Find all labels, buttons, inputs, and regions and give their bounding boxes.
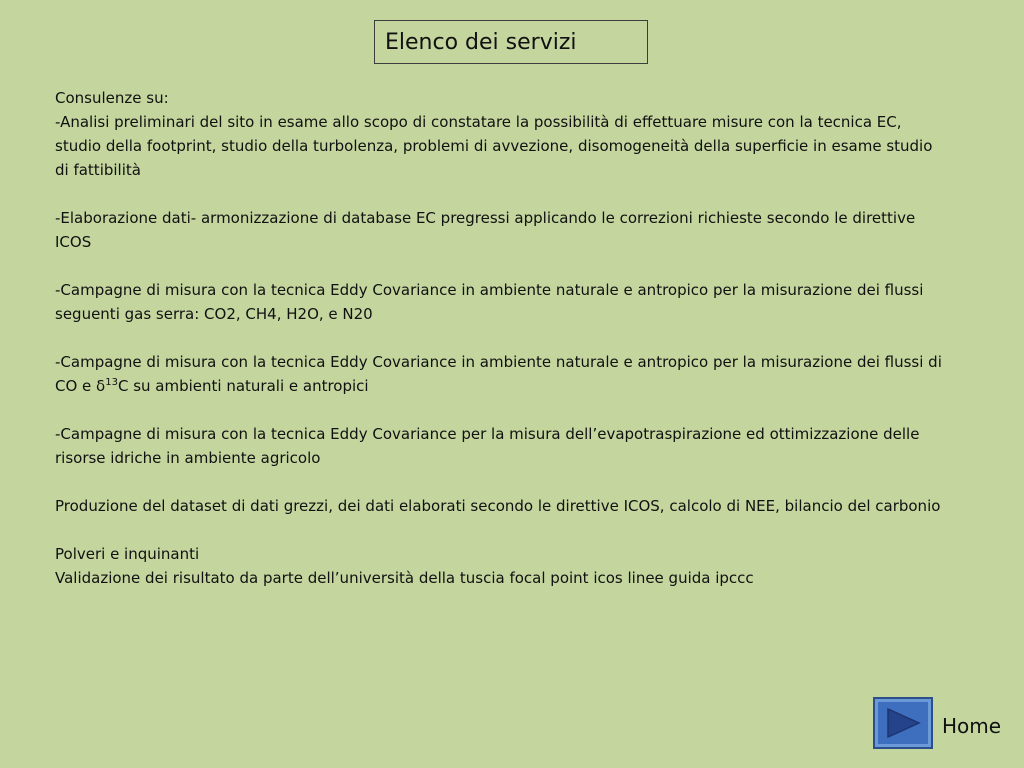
produzione-item: Produzione del dataset di dati grezzi, dei dati elaborati secondo le direttive ICOS, calcolo di NEE, bilancio del carbonio: [55, 497, 941, 515]
campagne-co-item: [55, 350, 950, 398]
slide-title: Elenco dei servizi: [374, 20, 648, 64]
elaborazione-item: -Elaborazione dati- armonizzazione di database EC pregressi applicando le correzioni richieste secondo le direttive ICOS: [55, 209, 916, 251]
play-triangle-icon: [883, 706, 923, 740]
campagne-gas-item: -Campagne di misura con la tecnica Eddy Covariance in ambiente naturale e antropico per la misurazione dei flussi seguenti gas serra: CO2, CH4, H2O, e N20: [55, 281, 924, 323]
campagne-co-text-end: C su ambienti naturali e antropici: [117, 377, 369, 395]
consulenze-block: [55, 86, 950, 182]
consulenze-heading: Consulenze su:: [55, 89, 169, 107]
campagne-evapo-item: -Campagne di misura con la tecnica Eddy Covariance per la misura dell’evapotraspirazione ed ottimizzazione delle risorse idriche in ambiente agricolo: [55, 425, 920, 467]
validazione-item: Validazione dei risultato da parte dell’università della tuscia focal point icos linee guida ipccc: [55, 569, 754, 587]
services-list: [55, 86, 950, 590]
home-link[interactable]: Home: [942, 714, 1002, 738]
isotope-superscript: 13: [105, 377, 118, 388]
campagne-co-text: -Campagne di misura con la tecnica Eddy Covariance in ambiente naturale e antropico per la misurazione dei flussi di CO e δ: [55, 353, 942, 395]
polveri-item: Polveri e inquinanti: [55, 545, 200, 563]
home-button[interactable]: [873, 697, 933, 749]
consulenze-text: -Analisi preliminari del sito in esame allo scopo di constatare la possibilità di effettuare misure con la tecnica EC, studio della footprint, studio della turbolenza, problemi di avvezione, disomogeneità della superficie in esame studio di fattibilità: [55, 113, 933, 179]
